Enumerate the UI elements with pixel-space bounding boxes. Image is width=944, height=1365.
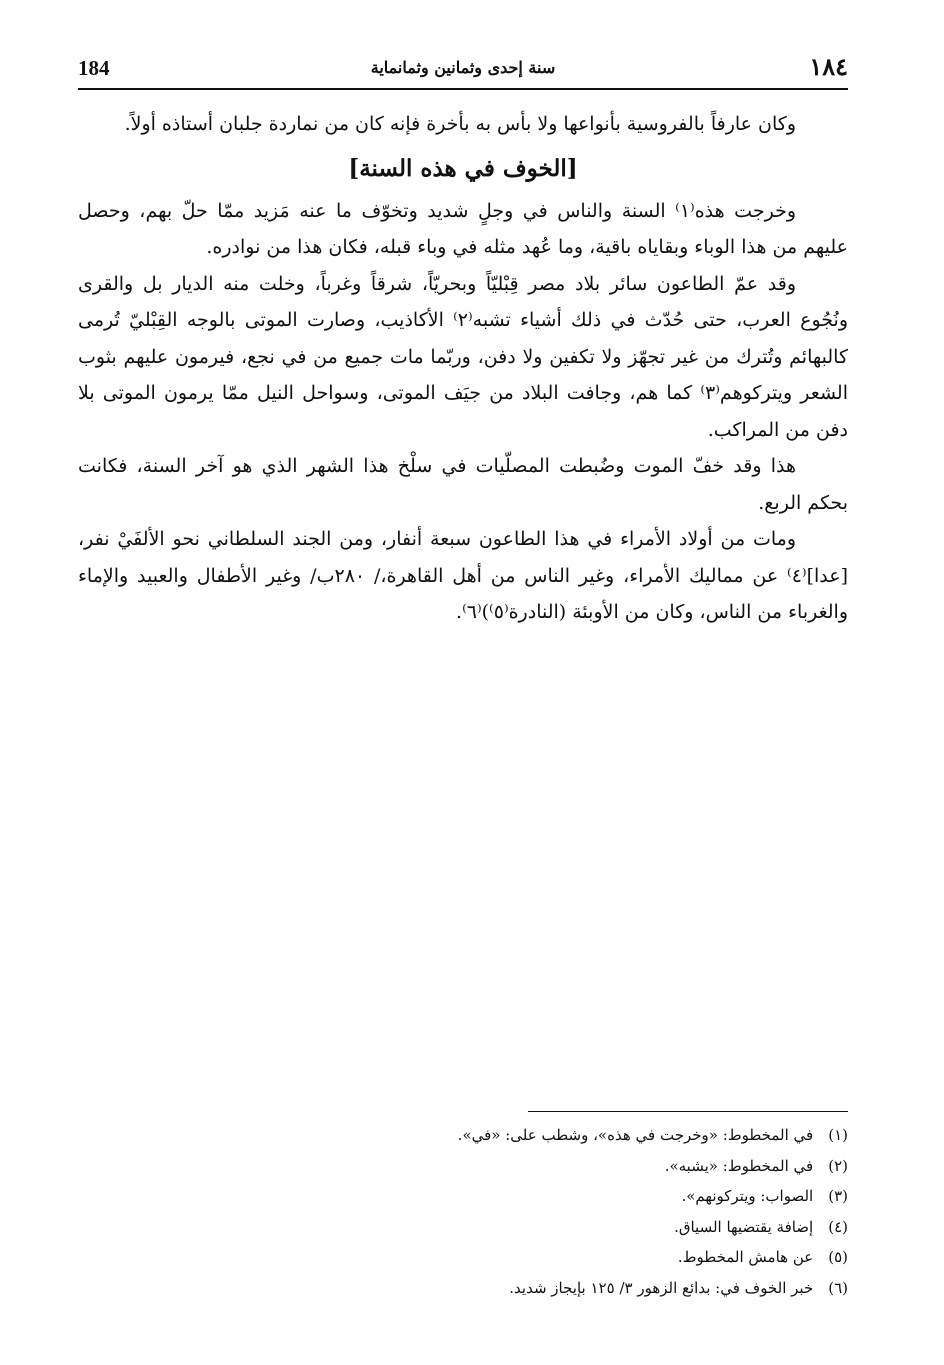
- footnote-item: [78, 1242, 848, 1273]
- footnote-item: [78, 1151, 848, 1182]
- footnote-text: خبر الخوف في: بدائع الزهور ٣/ ١٢٥ بإيجاز شديد.: [509, 1278, 814, 1297]
- paragraph: وقد عمّ الطاعون سائر بلاد مصر قِبْليّاً وبحريّاً، شرقاً وغرباً، وخلت منه الديار بل والقرى ونُجُوع العرب، حتى حُدّث في ذلك أشياء تشبه⁽٢⁾ الأكاذيب، وصارت الموتى بالوجه القِبْليّ تُرمى كالبهائم وتُترك من غير تجهّز ولا تكفين ولا دفن، وربّما مات جميع من في نجع، فيرمون عليهم بثوب الشعر ويتركوهم⁽٣⁾ كما هم، وجافت البلاد من جيَف الموتى، وسواحل النيل ممّا يرمون الموتى بلا دفن من المراكب.: [78, 272, 848, 441]
- main-text: [78, 106, 848, 631]
- section-heading: [الخوف في هذه السنة]: [348, 154, 578, 182]
- running-title: سنة إحدى وثمانين وثمانماية: [370, 58, 556, 77]
- page-number-latin: 184: [78, 56, 110, 80]
- footnote-number: (٥): [828, 1248, 848, 1266]
- footnote-number: (٢): [828, 1156, 848, 1175]
- paragraph: هذا وقد خفّ الموت وضُبطت المصلّيات في سلْخ هذا الشهر الذي هو آخر السنة، فكانت بحكم الربع.: [78, 455, 848, 514]
- paragraph: وكان عارفاً بالفروسية بأنواعها ولا بأس به بأخرة فإنه كان من نماردة جلبان أستاذه أولاً.: [124, 113, 796, 135]
- footnote-divider: [528, 1111, 848, 1112]
- footnote-item: [78, 1273, 848, 1304]
- footnote-text: عن هامش المخطوط.: [677, 1248, 814, 1266]
- page-number-arabic: ١٨٤: [809, 52, 848, 81]
- footnote-number: (٦): [828, 1278, 848, 1297]
- footnote-text: إضافة يقتضيها السياق.: [674, 1217, 814, 1236]
- footnote-text: في المخطوط: «وخرجت في هذه»، وشطب على: «في».: [457, 1126, 814, 1144]
- footnotes: [78, 1111, 848, 1303]
- footnote-item: [78, 1181, 848, 1212]
- footnote-number: (٣): [828, 1187, 848, 1205]
- footnote-number: (١): [828, 1126, 848, 1144]
- footnote-text: في المخطوط: «يشبه».: [664, 1156, 814, 1175]
- footnote-item: [78, 1120, 848, 1151]
- footnote-number: (٤): [828, 1217, 848, 1236]
- footnote-text: الصواب: ويتركونهم».: [681, 1187, 814, 1205]
- paragraph: وخرجت هذه⁽١⁾ السنة والناس في وجلٍ شديد وتخوّف ما عنه مَزيد ممّا حلّ بهم، وحصل عليهم من هذا الوباء وبقاياه باقية، وما عُهد مثله في وباء قبله، فكان هذا من نوادره.: [78, 199, 848, 258]
- footnote-item: [78, 1212, 848, 1243]
- footnote-list: [78, 1120, 848, 1303]
- page-header: [78, 52, 848, 90]
- paragraph: ومات من أولاد الأمراء في هذا الطاعون سبعة أنفار، ومن الجند السلطاني نحو الألفَيْ نفر، [عدا]⁽٤⁾ عن مماليك الأمراء، وغير الناس من أهل القاهرة،/ ٢٨٠ب/ وغير الأطفال والعبيد والإماء والغرباء من الناس، وكان من الأوبئة (النادرة⁽٥⁾)⁽٦⁾.: [78, 528, 848, 623]
